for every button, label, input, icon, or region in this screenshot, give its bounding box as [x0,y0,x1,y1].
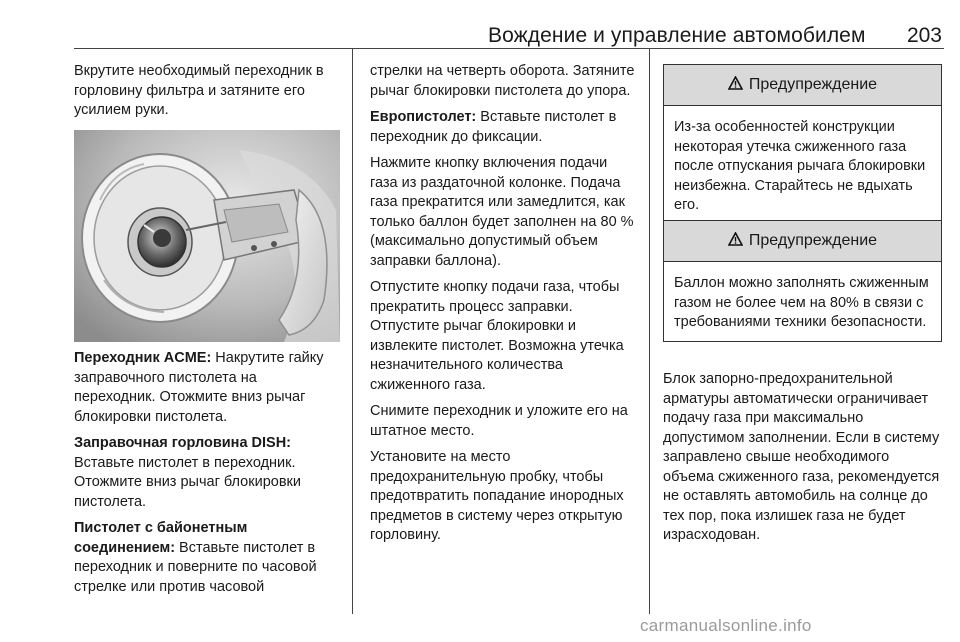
watermark: carmanualsonline.info [640,616,812,635]
warning-text-1: Из-за особенностей конструкции некоторая утечка сжиженного газа после отпускания рычага блокировки неизбежна. Старайтесь не вдыхать его. [674,119,926,213]
bayonet-paragraph [74,519,342,597]
column-2 [370,62,637,553]
release-paragraph: Отпустите кнопку подачи газа, чтобы прекратить процесс заправки. Отпустите рычаг блокировки и извлеките пистолет. Возможна утечка незначительного количества сжиженного газа. [370,279,624,393]
press-paragraph: Нажмите кнопку включения подачи газа из раздаточной колонке. Подача газа прекратится или замедлится, как только баллон будет заполнен на 80 % (максимально допустимый объем заправки баллона). [370,155,634,269]
euro-text: Вставьте пистолет в переходник до фиксации. [370,109,617,145]
column-1 [74,62,342,128]
header-rule [74,48,944,49]
bayonet-text: Вставьте пистолет в переходник и поверните по часовой стрелке или против часовой [74,539,317,595]
page-title: Вождение и управление автомобилем [488,24,866,47]
acme-paragraph [74,349,342,427]
dish-label: Заправочная горловина DISH: [74,435,292,451]
bayonet-label: Пистолет с байонетным соединением: [74,520,248,556]
dish-text: Вставьте пистолет в переходник. Отожмите вниз рычаг блокировки пистолета. [74,454,301,510]
body-paragraph: Блок запорно-предохранительной арматуры автоматически ограничивает подачу газа при максимально допустимом заполнении. Если в систему заправлено свыше необходимого объема сжиженного газа, рекомендуется не оставлять автомобиль на солнце до тех пор, пока излишек газа не будет израсходован. [663,371,940,543]
column-1-lower [74,349,342,604]
fuel-filler-adapter-illustration [74,130,340,342]
intro-paragraph: Вкрутите необходимый переходник в горловину фильтра и затяните его усилием руки. [74,63,324,118]
page-number: 203 [906,24,942,47]
warning-title-2: Предупреждение [748,232,878,249]
column-divider-1 [352,48,353,614]
acme-label: Переходник ACME: [74,350,212,366]
warning-title-1: Предупреждение [748,76,878,93]
warning-box-1 [663,64,942,225]
warning-triangle-icon [728,232,743,251]
euro-label: Европистолет: [370,109,477,125]
column-divider-2 [649,48,650,614]
warning-triangle-icon [728,76,743,95]
warning-header-2 [664,221,941,262]
install-paragraph: Установите на место предохранительную пробку, чтобы предотвратить попадание инородных предметов в систему через открытую горловину. [370,449,624,543]
column-3-body [663,370,942,553]
acme-text: Накрутите гайку заправочного пистолета на переходник. Отожмите вниз рычаг блокировки пистолета. [74,350,324,425]
warning-header-1 [664,65,941,106]
euro-paragraph [370,108,637,147]
warning-text-2: Баллон можно заполнять сжиженным газом не более чем на 80% в связи с требованиями техники безопасности. [674,275,929,330]
continuation-paragraph: стрелки на четверть оборота. Затяните рычаг блокировки пистолета до упора. [370,63,635,99]
remove-paragraph: Снимите переходник и уложите его на штатное место. [370,403,628,439]
warning-box-2 [663,220,942,342]
